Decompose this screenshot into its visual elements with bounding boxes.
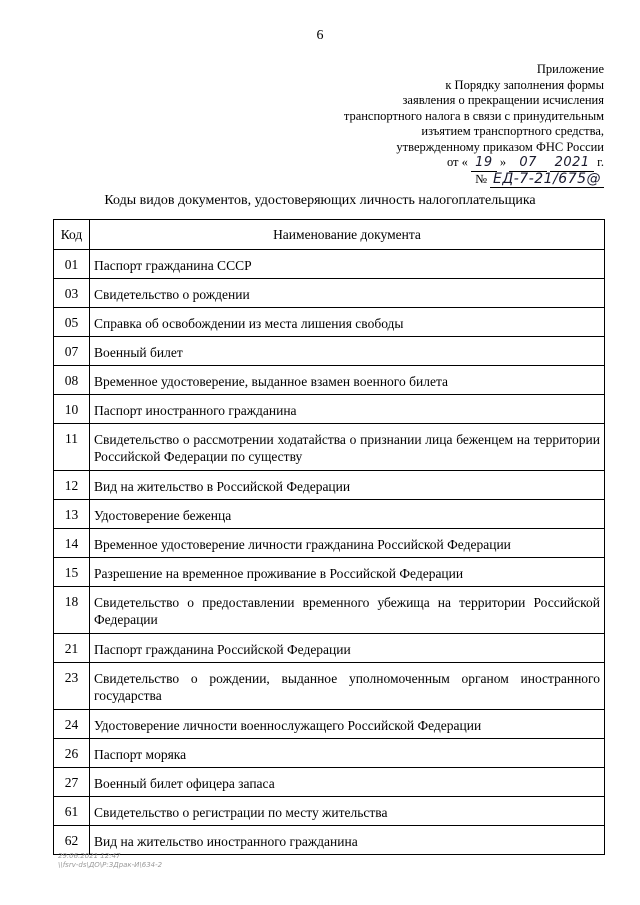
header-line: Приложение [536, 62, 604, 76]
header-line: к Порядку заполнения формы [445, 77, 604, 92]
table-row [54, 768, 605, 797]
row-name: Разрешение на временное проживание в Российской Федерации [90, 558, 605, 587]
table-row [54, 471, 605, 500]
table-row [54, 739, 605, 768]
table-header-row [54, 220, 605, 250]
document-codes-table [53, 219, 605, 855]
table-row [54, 797, 605, 826]
row-name: Свидетельство о предоставлении временного убежища на территории Российской Федерации [90, 587, 605, 634]
row-name: Паспорт моряка [90, 739, 605, 768]
table-row [54, 424, 605, 471]
table-row [54, 558, 605, 587]
row-code: 24 [54, 710, 90, 739]
row-code: 61 [54, 797, 90, 826]
date-year-handwritten: 2021 [550, 155, 594, 172]
row-code: 11 [54, 424, 90, 471]
row-name: Свидетельство о регистрации по месту жительства [90, 797, 605, 826]
table-row [54, 826, 605, 855]
order-number [344, 172, 604, 189]
header-line: транспортного налога в связи с принудительным [343, 108, 604, 123]
row-name: Вид на жительство иностранного гражданина [90, 826, 605, 855]
row-name: Паспорт иностранного гражданина [90, 395, 605, 424]
table-row [54, 587, 605, 634]
row-code: 13 [54, 500, 90, 529]
row-code: 18 [54, 587, 90, 634]
row-name: Паспорт гражданина СССР [90, 250, 605, 279]
table-title: Коды видов документов, удостоверяющих личность налогоплательщика [104, 193, 536, 208]
column-header-code: Код [54, 220, 90, 250]
row-name: Свидетельство о рассмотрении ходатайства о признании лица беженцем на территории Российской Федерации по существу [90, 424, 605, 471]
table-row [54, 663, 605, 710]
row-code: 01 [54, 250, 90, 279]
row-code: 14 [54, 529, 90, 558]
row-code: 27 [54, 768, 90, 797]
table-row [54, 634, 605, 663]
table-row [54, 529, 605, 558]
number-prefix: № [475, 171, 487, 186]
row-code: 12 [54, 471, 90, 500]
table-row [54, 250, 605, 279]
row-name: Паспорт гражданина Российской Федерации [90, 634, 605, 663]
row-name: Военный билет [90, 337, 605, 366]
table-row [54, 337, 605, 366]
row-code: 26 [54, 739, 90, 768]
row-name: Временное удостоверение, выданное взамен военного билета [90, 366, 605, 395]
row-name: Вид на жительство в Российской Федерации [90, 471, 605, 500]
date-month-handwritten: 07 [509, 155, 547, 172]
date-prefix: от « [446, 155, 468, 169]
row-code: 08 [54, 366, 90, 395]
row-name: Справка об освобождении из места лишения свободы [90, 308, 605, 337]
row-code: 62 [54, 826, 90, 855]
row-code: 07 [54, 337, 90, 366]
header-line: изъятием транспортного средства, [421, 124, 604, 138]
page-number: 6 [316, 28, 324, 43]
date-mid: » [499, 155, 507, 169]
footer-path: \\fsrv-ds\ДО\Р:ЗДрак-И\634-2 [58, 861, 163, 869]
header-line: утвержденному приказом ФНС России [396, 139, 604, 154]
row-code: 05 [54, 308, 90, 337]
header-line: заявления о прекращении исчисления [402, 93, 604, 107]
row-name: Удостоверение личности военнослужащего Российской Федерации [90, 710, 605, 739]
row-name: Военный билет офицера запаса [90, 768, 605, 797]
print-footer [58, 852, 162, 870]
order-number-handwritten: ЕД-7-21/675@ [490, 172, 604, 189]
date-suffix: г. [597, 155, 604, 169]
row-code: 03 [54, 279, 90, 308]
table-row [54, 395, 605, 424]
table-row [54, 366, 605, 395]
row-name: Удостоверение беженца [90, 500, 605, 529]
order-date [344, 155, 604, 172]
row-name: Свидетельство о рождении, выданное уполномоченным органом иностранного государства [90, 663, 605, 710]
row-code: 23 [54, 663, 90, 710]
approval-header [344, 62, 604, 188]
date-day-handwritten: 19 [471, 155, 497, 172]
table-row [54, 500, 605, 529]
column-header-name: Наименование документа [90, 220, 605, 250]
row-code: 15 [54, 558, 90, 587]
table-row [54, 710, 605, 739]
table-row [54, 279, 605, 308]
row-code: 10 [54, 395, 90, 424]
table-row [54, 308, 605, 337]
row-code: 21 [54, 634, 90, 663]
row-name: Свидетельство о рождении [90, 279, 605, 308]
footer-timestamp: 29.06.2021 12:47 [58, 852, 121, 860]
row-name: Временное удостоверение личности гражданина Российской Федерации [90, 529, 605, 558]
